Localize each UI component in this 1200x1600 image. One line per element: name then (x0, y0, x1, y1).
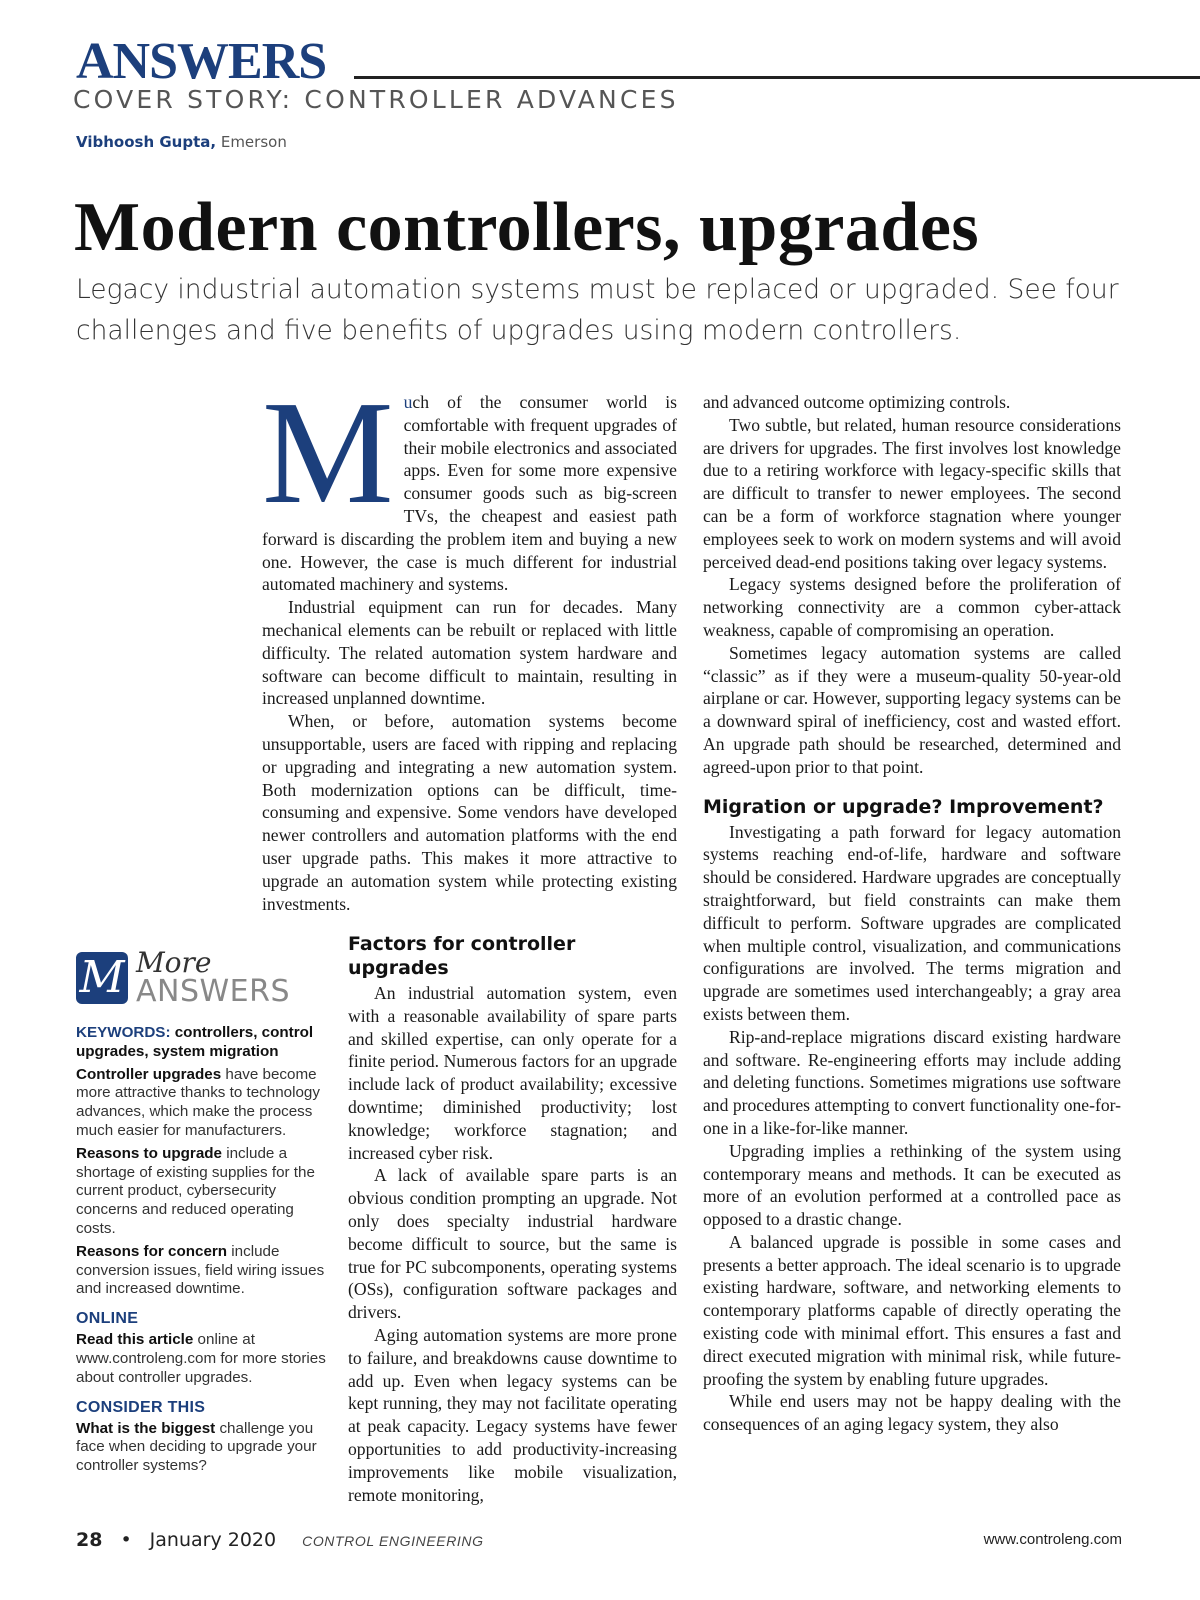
paragraph (262, 371, 677, 596)
drop-cap-continuation: u (403, 392, 413, 412)
sidebar-bullet (76, 1243, 328, 1299)
bullet-text: include conversion issues, field wiring issues and increased downtime. (76, 1242, 325, 1298)
more-answers-logo (76, 946, 328, 1014)
keywords-list: controllers, control upgrades, system migration (76, 1024, 314, 1060)
consider-text (76, 1420, 328, 1476)
paragraph: When, or before, automation systems become unsupportable, users are faced with ripping and replacing or upgrading and integrating a new automation system. Both modernization options can be difficult, time-consuming and expensive. Some vendors have developed newer controllers and automation platforms with the end user upgrade paths. This makes it more attractive to upgrade an automation system while protecting existing investments. (262, 711, 677, 914)
paragraph: and advanced outcome optimizing controls. (703, 392, 1011, 412)
bullet-lead: Reasons for concern (76, 1242, 228, 1260)
paragraph: An industrial automation system, even with a reasonable availability of spare parts and skilled expertise, can only operate for a finite period. Numerous factors for an upgrade include lack of product availability; excessive downtime; diminished productivity; lost knowledge; workforce stagnation; and increased cyber risk. (348, 983, 677, 1163)
bullet-lead: Controller upgrades (76, 1065, 222, 1083)
section-title: ANSWERS (76, 33, 327, 90)
paragraph: Rip-and-replace migrations discard existing hardware and software. Re-engineering efforts may include adding and deleting functions. Sometimes migrations use software and procedures attempting to convert functionality one-for-one in a like-for-like manner. (703, 1026, 1121, 1138)
paragraph: Sometimes legacy automation systems are called “classic” as if they were a museum-quality 50-year-old airplane or car. However, supporting legacy systems can be a downward spiral of inefficiency, cost and wasted effort. An upgrade path should be researched, determined and agreed-upon prior to that point. (703, 642, 1121, 777)
paragraph: A balanced upgrade is possible in some cases and presents a better approach. The ideal scenario is to upgrade existing hardware, software, and networking elements to contemporary platforms capable of directly operating the existing code with minimal effort. This ensures a fast and direct executed migration with minimal risk, while future-proofing the system by enabling future upgrades. (703, 1231, 1121, 1389)
subhead-factors: Factors for controller upgrades (348, 933, 576, 979)
article-deck: Legacy industrial automation systems must be replaced or upgraded. See four challenges and five benefits of upgrades using modern controllers. (76, 274, 1119, 346)
header-rule (354, 76, 1200, 79)
bullet-text: have become more attractive thanks to technology advances, which make the process much easier for manufacturers. (76, 1065, 320, 1139)
online-heading: ONLINE (76, 1310, 139, 1328)
bullet-lead: Reasons to upgrade (76, 1144, 222, 1162)
paragraph: A lack of available spare parts is an obvious condition prompting an upgrade. Not only does specialty industrial hardware become difficult to source, but the same is true for PC subcomponents, operating systems (OSs), configuration software packages and drivers. (348, 1165, 677, 1323)
drop-cap: M (262, 371, 394, 535)
paragraph: Industrial equipment can run for decades. Many mechanical elements can be rebuilt or replaced with little difficulty. The related automation system hardware and software can become difficult to maintain, resulting in increased unplanned downtime. (262, 597, 677, 709)
issue-date: January 2020 (149, 1529, 277, 1551)
more-answers-sidebar (76, 946, 328, 1480)
article-headline: Modern controllers, upgrades (74, 189, 980, 266)
online-rest: online at www.controleng.com for more stories about controller upgrades. (76, 1331, 326, 1386)
sidebar-bullet (76, 1066, 328, 1141)
bullet-text: include a shortage of existing supplies for the current product, cybersecurity concerns and reduced operating costs. (76, 1144, 315, 1237)
author-name: Vibhoosh Gupta, (76, 133, 217, 151)
footer-url: www.controleng.com (983, 1531, 1122, 1548)
consider-rest: challenge you face when deciding to upgrade your controller systems? (76, 1419, 317, 1475)
article-column-2 (348, 933, 677, 1506)
cover-story-label: COVER STORY: CONTROLLER ADVANCES (73, 85, 679, 114)
online-lead: Read this article (76, 1331, 194, 1349)
m-badge-icon: M (76, 952, 128, 1004)
page-footer (76, 1528, 1122, 1552)
keywords (76, 1024, 328, 1062)
article-column-1 (262, 371, 677, 915)
author-affiliation: Emerson (220, 133, 287, 151)
paragraph: Legacy systems designed before the proliferation of networking connectivity are a common cyber-attack weakness, capable of compromising an operation. (703, 574, 1121, 640)
answers-word: ANSWERS (136, 974, 291, 1009)
online-text (76, 1331, 328, 1387)
magazine-name: CONTROL ENGINEERING (302, 1533, 484, 1549)
consider-lead: What is the biggest (76, 1419, 216, 1437)
page-number: 28 (76, 1529, 103, 1551)
section-header (76, 33, 1200, 90)
sidebar-bullet (76, 1145, 328, 1239)
byline (76, 132, 287, 152)
paragraph: Two subtle, but related, human resource considerations are drivers for upgrades. The first involves lost knowledge due to a retiring workforce with legacy-specific skills that are difficult to transfer to newer employees. The second can be a form of workforce stagnation where younger employees seek to work on modern systems and will avoid perceived dead-end positions taking over legacy systems. (703, 414, 1121, 572)
paragraph: Upgrading implies a rethinking of the system using contemporary means and methods. It can be executed as more of an evolution performed at a controlled pace as opposed to a drastic change. (703, 1140, 1121, 1230)
paragraph: Investigating a path forward for legacy automation systems reaching end-of-life, hardware and software should be considered. Hardware upgrades are conceptually straightforward, but field constraints can make them difficult to perform. Software upgrades are complicated when multiple control, visualization, and communications configurations are involved. The terms migration and upgrade are sometimes used interchangeably; a gray area exists between them. (703, 821, 1121, 1024)
paragraph: While end users may not be happy dealing with the consequences of an aging legacy system, they also (703, 1391, 1121, 1435)
paragraph-text: ch of the consumer world is comfortable with frequent upgrades of their mobile electronics and associated apps. Even for some more expensive consumer goods such as big-screen TVs, the cheapest and easiest path forward is discarding the problem item and buying a new one. However, the case is much different for industrial automated machinery and systems. (262, 392, 677, 595)
subhead-migration: Migration or upgrade? Improvement? (703, 795, 1104, 818)
more-word: More (136, 946, 212, 979)
article-column-3 (703, 391, 1121, 1436)
consider-heading: CONSIDER THIS (76, 1398, 206, 1416)
keywords-label: KEYWORDS: (76, 1024, 171, 1041)
paragraph: Aging automation systems are more prone to failure, and breakdowns cause downtime to add up. Even when legacy systems can be kept running, they may not facilitate operating at peak capacity. Legacy systems have fewer opportunities to add productivity-increasing improvements like mobile visualization, remote monitoring, (348, 1324, 677, 1505)
footer-bullet: • (120, 1529, 132, 1551)
